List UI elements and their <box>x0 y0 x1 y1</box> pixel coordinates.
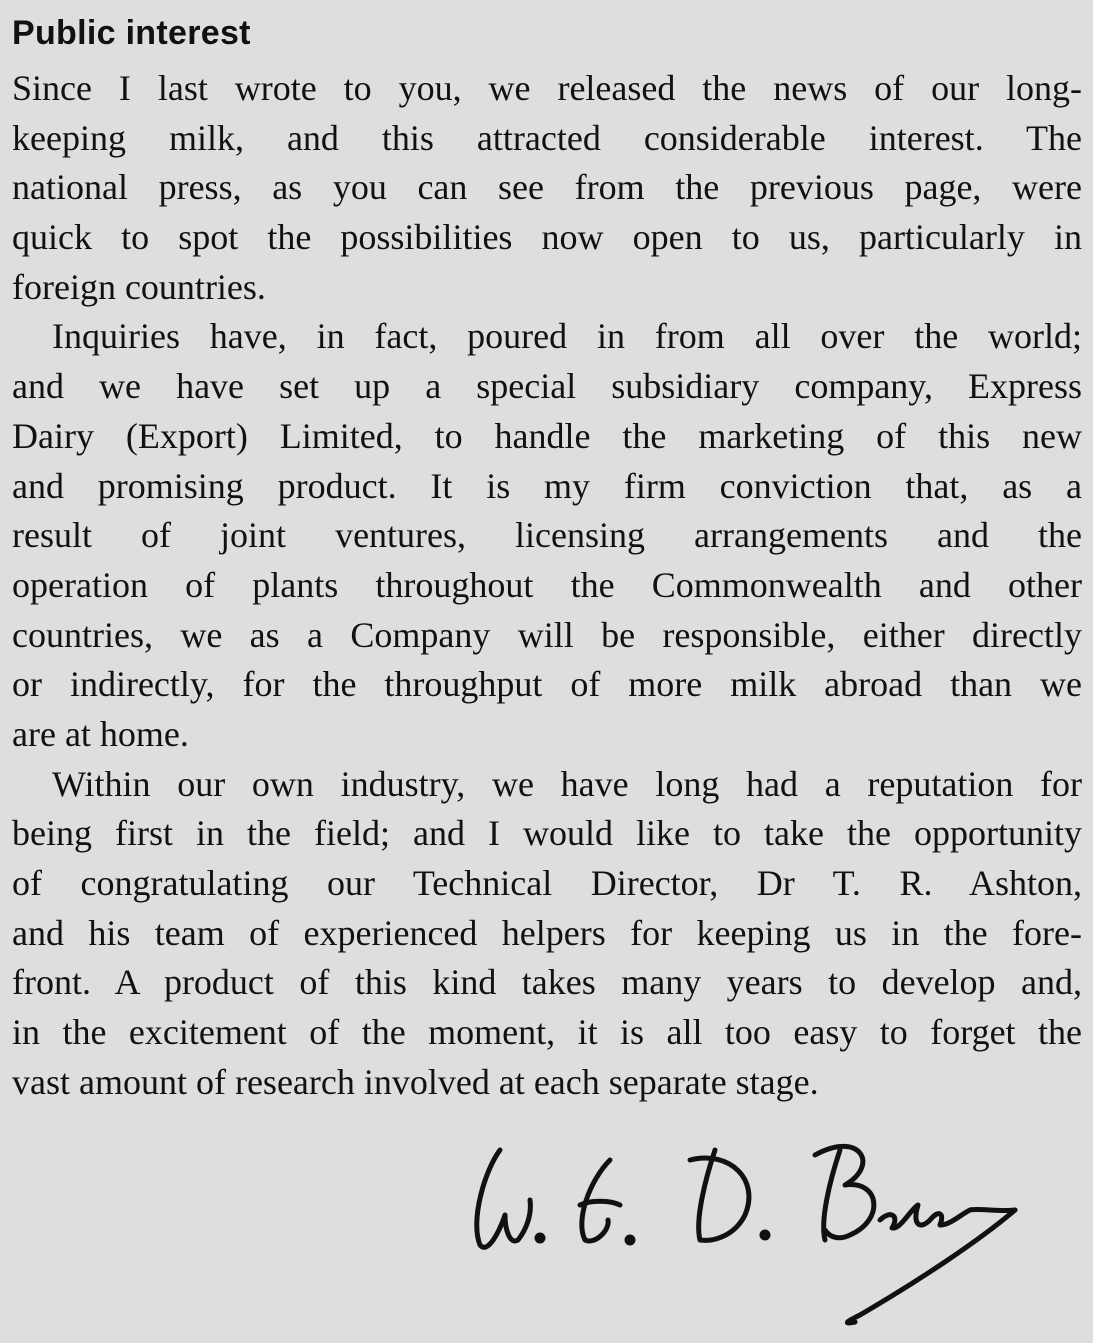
text-line: are at home. <box>12 713 189 754</box>
signature <box>460 1130 1060 1340</box>
text-line: being first in the field; and I would like to take the opportunity <box>12 813 1082 854</box>
text-line: operation of plants throughout the Commonwealth and other <box>12 564 1082 605</box>
text-line: and his team of experienced helpers for keeping us in the fore- <box>12 912 1082 953</box>
letter-body <box>12 64 1082 1107</box>
text-line: and we have set up a special subsidiary company, Express <box>12 366 1082 407</box>
text-line: quick to spot the possibilities now open to us, particularly in <box>12 217 1082 258</box>
section-heading: Public interest <box>12 14 251 52</box>
text-line: countries, we as a Company will be responsible, either directly <box>12 614 1082 655</box>
text-line: and promising product. It is my firm conviction that, as a <box>12 465 1082 506</box>
text-line: Since I last wrote to you, we released the news of our long- <box>12 68 1082 108</box>
text-line: keeping milk, and this attracted considerable interest. The <box>12 117 1082 158</box>
text-line: or indirectly, for the throughput of more milk abroad than we <box>12 664 1082 705</box>
text-line: of congratulating our Technical Director, Dr T. R. Ashton, <box>12 863 1082 903</box>
text-line: Within our own industry, we have long had a reputation for <box>52 763 1082 804</box>
text-line: front. A product of this kind takes many years to develop and, <box>12 962 1082 1003</box>
text-line: in the excitement of the moment, it is all too easy to forget the <box>12 1012 1082 1053</box>
text-line: Dairy (Export) Limited, to handle the marketing of this new <box>12 415 1082 456</box>
text-line: Inquiries have, in fact, poured in from all over the world; <box>52 316 1082 357</box>
text-line: foreign countries. <box>12 266 266 307</box>
text-line: vast amount of research involved at each separate stage. <box>12 1061 819 1102</box>
text-line: result of joint ventures, licensing arrangements and the <box>12 515 1082 556</box>
text-line: national press, as you can see from the previous page, were <box>12 167 1082 208</box>
